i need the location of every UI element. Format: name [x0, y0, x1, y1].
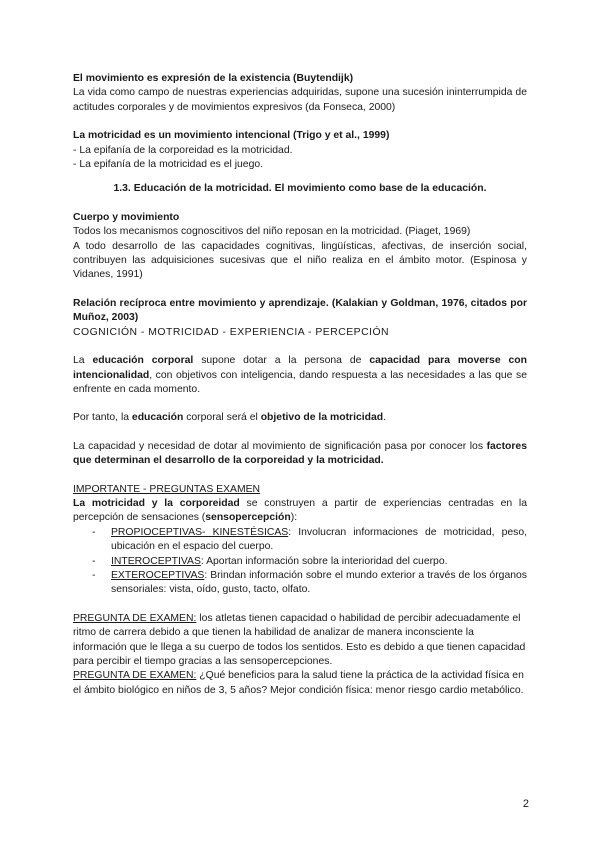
bold-text: capacidad para moverse con intencionalidad: [73, 355, 527, 381]
pregunta-examen-2: [73, 669, 527, 698]
sec4-heading: Relación recíproca entre movimiento y aprendizaje. (Kalakian y Goldman, 1976, citados por Muñoz, 2003): [73, 297, 527, 324]
bold-text: educación corporal: [92, 355, 194, 367]
item-text: : Brindan información sobre el mundo exterior a través de los órganos sensoriales: vista, oído, gusto, tacto, olfato.: [111, 569, 527, 596]
item-text: : Involucran informaciones de motricidad, peso, ubicación en el espacio del cuerpo.: [111, 526, 527, 553]
sec1-heading: El movimiento es expresión de la existencia (Buytendijk): [73, 73, 354, 84]
sec2-line: - La epifanía de la corporeidad es la motricidad.: [73, 144, 293, 156]
pregunta-label: PREGUNTA DE EXAMEN:: [73, 670, 197, 682]
paragraph-por-tanto: [73, 411, 527, 425]
document-page: [73, 72, 527, 698]
bold-text: factores que determinan el desarrollo de la corporeidad y la motricidad.: [73, 440, 527, 467]
pregunta-text: ¿Qué beneficios para la salud tiene la práctica de la actividad física en el ámbito biológico en niños de 3, 5 años? Mejor condición física: menor riesgo cardio metabólico.: [73, 670, 524, 696]
sec3-line1: Todos los mecanismos cognoscitivos del niño reposan en la motricidad. (Piaget, 1969): [73, 226, 471, 238]
bold-text: sensopercepción: [205, 512, 291, 524]
sec4-caps: COGNICIÓN - MOTRICIDAD - EXPERIENCIA - PERCEPCIÓN: [73, 326, 390, 338]
sec3-heading: Cuerpo y movimiento: [73, 211, 180, 223]
pregunta-text: los atletas tienen capacidad o habilidad de percibir adecuadamente el ritmo de carrera debido a que tienen la habilidad de analizar de manera inconsciente la información que le llega a su cuerpo de todos los sentidos. Esto es debido a que tienen capacidad para percibir el tiempo gracias a las sensopercepciones.: [73, 612, 526, 667]
text: Por tanto, la: [73, 412, 132, 424]
text: , con objetivos con inteligencia, dando respuesta a las necesidades a las que se enfrente en cada momento.: [73, 369, 527, 395]
item-term: EXTEROCEPTIVAS: [111, 569, 205, 581]
paragraph-capacidad: [73, 440, 527, 469]
paragraph-educacion-corporal: [73, 354, 527, 397]
item-term: INTEROCEPTIVAS: [111, 555, 201, 567]
section-title: 1.3. Educación de la motricidad. El movimiento como base de la educación.: [113, 183, 487, 195]
pregunta-label: PREGUNTA DE EXAMEN:: [73, 612, 197, 624]
list-item: [92, 526, 527, 555]
importante-intro: [73, 497, 527, 526]
bold-text: educación: [131, 412, 184, 424]
text: .: [383, 412, 386, 424]
list-item: [92, 555, 527, 569]
importante-title: IMPORTANTE - PREGUNTAS EXAMEN: [73, 483, 261, 495]
text: La: [73, 355, 93, 367]
sensopercepcion-list: [73, 526, 527, 598]
text: se construyen a partir de experiencias centradas en la percepción de sensaciones (: [73, 497, 528, 524]
text: ):: [290, 512, 298, 524]
sec2-line: - La epifanía de la motricidad es el juego.: [73, 159, 264, 171]
pregunta-examen-1: [73, 612, 527, 670]
list-item: [92, 569, 527, 598]
text: La capacidad y necesidad de dotar al movimiento de significación pasa por conocer los: [73, 440, 487, 452]
sec1-text: La vida como campo de nuestras experiencias adquiridas, supone una sucesión ininterrumpida de actitudes corporales y de movimientos expresivos (da Fonseca, 2000): [73, 87, 527, 113]
text: supone dotar a la persona de: [193, 355, 370, 367]
sec3-line2: A todo desarrollo de las capacidades cognitivas, lingüísticas, afectivas, de inserción social, contribuyen las adquisiciones sucesivas que el niño realiza en el ámbito motor. (Espinosa y Vidanes, 1991): [73, 240, 527, 281]
item-term: PROPIOCEPTIVAS- KINESTÉSICAS: [111, 526, 289, 538]
item-text: : Aportan información sobre la interioridad del cuerpo.: [200, 555, 448, 567]
bold-text: La motricidad y la corporeidad: [73, 497, 240, 509]
text: corporal será el: [183, 412, 261, 424]
bold-text: objetivo de la motricidad: [260, 412, 384, 424]
page-number: 2: [522, 798, 529, 810]
sec2-heading: La motricidad es un movimiento intencional (Trigo y et al., 1999): [73, 130, 390, 142]
